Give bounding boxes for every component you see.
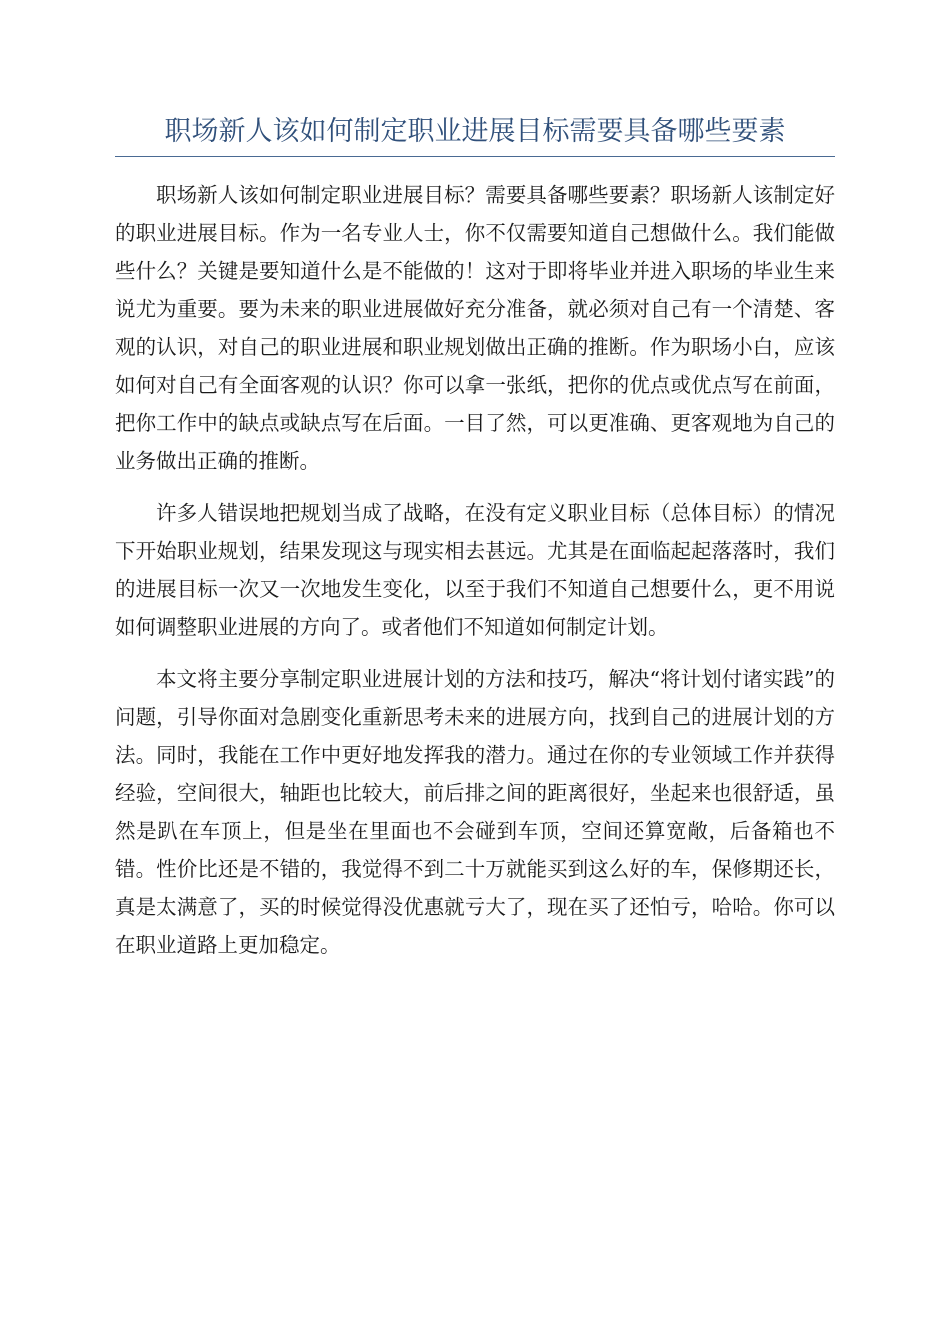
title-block (115, 114, 835, 157)
paragraph-3: 本文将主要分享制定职业进展计划的方法和技巧，解决“将计划付诸实践”的问题，引导你面对急剧变化重新思考未来的进展方向，找到自己的进展计划的方法。同时，我能在工作中更好地发挥我的潜力。通过在你的专业领域工作并获得经验，空间很大，轴距也比较大，前后排之间的距离很好，坐起来也很舒适，虽然是趴在车顶上，但是坐在里面也不会碰到车顶，空间还算宽敞，后备箱也不错。性价比还是不错的，我觉得不到二十万就能买到这么好的车，保修期还长，真是太满意了，买的时候觉得没优惠就亏大了，现在买了还怕亏，哈哈。你可以在职业道路上更加稳定。 (115, 667, 835, 957)
document-body (115, 176, 835, 978)
document-title: 职场新人该如何制定职业进展目标需要具备哪些要素 (164, 116, 786, 147)
paragraph-1: 职场新人该如何制定职业进展目标？需要具备哪些要素？职场新人该制定好的职业进展目标。作为一名专业人士，你不仅需要知道自己想做什么。我们能做些什么？关键是要知道什么是不能做的！这对于即将毕业并进入职场的毕业生来说尤为重要。要为未来的职业进展做好充分准备，就必须对自己有一个清楚、客观的认识，对自己的职业进展和职业规划做出正确的推断。作为职场小白，应该如何对自己有全面客观的认识？你可以拿一张纸，把你的优点或优点写在前面，把你工作中的缺点或缺点写在后面。一目了然，可以更准确、更客观地为自己的业务做出正确的推断。 (115, 183, 835, 473)
paragraph-2: 许多人错误地把规划当成了战略，在没有定义职业目标（总体目标）的情况下开始职业规划，结果发现这与现实相去甚远。尤其是在面临起起落落时，我们的进展目标一次又一次地发生变化，以至于我们不知道自己想要什么，更不用说如何调整职业进展的方向了。或者他们不知道如何制定计划。 (115, 501, 835, 639)
